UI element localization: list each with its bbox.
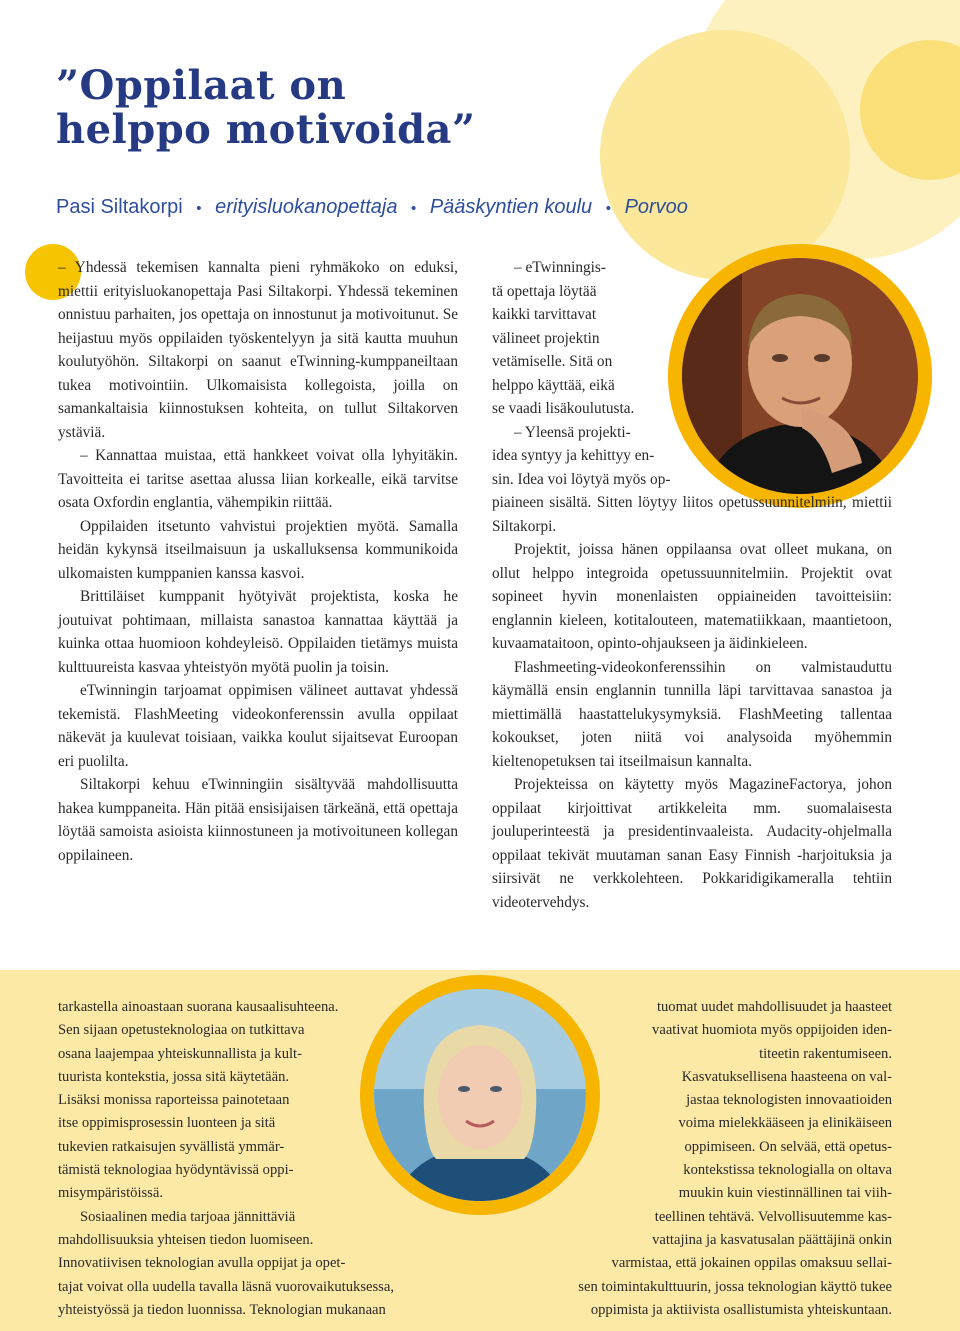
byline: [56, 196, 688, 219]
author-city: Porvoo: [624, 196, 688, 218]
text-line: misympäristöissä.: [58, 1185, 163, 1202]
paragraph: Brittiläiset kumppanit hyötyivät projektista, koska he joutuivat pohtimaan, millaista sanastoa kannattaa käyttää ja kuinka ottaa huomioon kohdeyleisö. Oppilaiden tietämys muista kulttuureista kasvaa yhteistyön myötä puolin ja toisin.: [58, 588, 458, 676]
title-line-1: ”Oppilaat on: [56, 62, 347, 109]
text-line: yhteistyössä ja tiedon luonnissa. Teknologian mukanaan: [58, 1301, 386, 1318]
text-line: sen toimintakulttuurin, jossa teknologian käyttö tukee: [578, 1278, 892, 1295]
text-line: tämistä teknologiaa hyödyntävissä oppi-: [58, 1162, 294, 1179]
text-line: idea syntyy ja kehittyy en-: [492, 447, 655, 464]
text-line: välineet projektin: [492, 329, 600, 347]
text-line: kontekstissa teknologialla on oltava: [683, 1162, 892, 1179]
text-line: vaativat huomiota myös oppijoiden iden-: [652, 1022, 892, 1039]
text-line: muukin kuin viestinnällinen tai viih-: [678, 1185, 892, 1202]
text-line: tä opettaja löytää: [492, 282, 597, 300]
title-line-2: helppo motivoida”: [56, 106, 476, 153]
separator-dot: •: [605, 200, 611, 217]
paragraph: Projekteissa on käytetty myös MagazineFactorya, johon oppilaat kirjoittivat artikkeleita mm. suomalaisesta jouluperinteestä ja presidentinvaaleista. Audacity-ohjelmalla oppilaat tekivät muutaman sanan Easy Finnish -harjoituksia ja siirsivät ne verkkolehteen. Pokkaridigikameralla tehtiin videotervehdys.: [492, 776, 892, 911]
portrait-man-image: [682, 258, 918, 494]
text-line: vetämiselle. Sitä on: [492, 353, 613, 370]
paragraph: Siltakorpi kehuu eTwinningiin sisältyvää mahdollisuutta hakea kumppaneita. Hän pitää ensisijaisen tärkeänä, että opettaja löytää samoista asioista kiinnostuneen ja motivoituneen kollegan oppilaineen.: [58, 776, 458, 864]
text-line: Sen sijaan opetusteknologiaa on tutkittava: [58, 1022, 305, 1039]
decorative-circle-mid: [600, 30, 850, 280]
text-line: varmistaa, että jokainen oppilas omaksuu sellai-: [611, 1255, 892, 1272]
text-line: tarkastella ainoastaan suorana kausaalisuhteena.: [58, 999, 339, 1015]
text-line: teellinen tehtävä. Velvollisuutemme kas-: [654, 1208, 892, 1225]
author-name: Pasi Siltakorpi: [56, 196, 183, 218]
text-line: Kasvatuksellisena haasteena on val-: [681, 1068, 892, 1085]
paragraph: Projektit, joissa hänen oppilaansa ovat olleet mukana, on ollut helppo integroida opetussuunnitelmiin. Projektit ovat sopineet hyvin monenlaisten oppiaineiden tavoitteisiin: englannin kieleen, kotitalouteen, matematiikkaan, maantietoon, kuvaamataitoon, opinto-ohjaukseen ja äidinkieleen.: [492, 541, 892, 652]
text-line: vattajina ja kasvatusalan päättäjinä onkin: [652, 1231, 892, 1248]
author-school: Pääskyntien koulu: [429, 196, 593, 218]
text-line: tajat voivat olla uudella tavalla läsnä vuorovaikutuksessa,: [58, 1278, 394, 1295]
text-line: se vaadi lisäkoulutusta.: [492, 400, 635, 417]
separator-dot: •: [411, 200, 417, 217]
text-line: tuurista kontekstia, jossa sitä käytetään.: [58, 1068, 290, 1085]
portrait-man-photo: [668, 244, 932, 508]
text-line: oppimiseen. On selvää, että opetus-: [684, 1138, 892, 1155]
text-line: – eTwinningis-: [514, 259, 606, 276]
text-line: osana laajempaa yhteiskunnallista ja kult-: [58, 1045, 302, 1062]
text-line: mahdollisuuksia yhteisen tiedon luomiseen.: [58, 1231, 314, 1248]
paragraph: – Yhdessä tekemisen kannalta pieni ryhmäkoko on eduksi, miettii erityisluokanopettaja Pasi Siltakorpi. Yhdessä tekeminen onnistuu parhaiten, jos opettaja on innostunut ja motivoitunut. Se heijastuu myös oppilaiden työskentelyyn ja sitä kautta muuhun koulutyöhön. Siltakorpi on saanut eTwinning-kumppaneiltaan tukea motivointiin. Ulkomaisista kollegoista, joilla on samankaltaisia kiinnostuksen kohteita, on tullut Siltakorven ystäviä.: [58, 259, 458, 441]
text-line: tukevien ratkaisujen syvällistä ymmär-: [58, 1138, 285, 1155]
text-line: kaikki tarvittavat: [492, 306, 597, 323]
article-title: [56, 64, 475, 152]
text-line: oppimista ja aktiivista osallistumista yhteiskuntaan.: [590, 1301, 892, 1318]
paragraph: piaineen sisältä. Sitten löytyy liitos opetussuunnitelmiin, miettii Siltakorpi.: [492, 494, 892, 535]
paragraph: eTwinningin tarjoamat oppimisen välineet auttavat yhdessä tekemistä. FlashMeeting videokonferenssin avulla oppilaat näkevät ja kuulevat toisiaan, vaikka koulut sijaitsevat Euroopan eri puolilta.: [58, 682, 458, 770]
text-line: Lisäksi monissa raporteissa painotetaan: [58, 1092, 290, 1109]
text-line: Sosiaalinen media tarjoaa jännittäviä: [80, 1208, 296, 1225]
text-line: jastaa teknologisten innovaatioiden: [686, 1092, 892, 1109]
right-column: [492, 491, 892, 914]
text-line: Innovatiivisen teknologian avulla oppijat ja opet-: [58, 1255, 346, 1272]
text-line: titeetin rakentumiseen.: [759, 1045, 892, 1062]
text-line: itse oppimisprosessin luonteen ja sitä: [58, 1115, 276, 1132]
separator-dot: •: [196, 200, 202, 217]
text-line: voima mielekkääseen ja elinikäiseen: [678, 1115, 892, 1132]
right-column-wrap: [492, 256, 702, 491]
author-role: erityisluokanopettaja: [215, 196, 398, 218]
text-line: sin. Idea voi löytyä myös op-: [492, 470, 671, 488]
text-line: helppo käyttää, eikä: [492, 376, 615, 394]
band-right-column: [490, 996, 892, 1322]
paragraph: Oppilaiden itsetunto vahvistui projektien myötä. Samalla heidän kykynsä itseilmaisuun ja uskalluksensa kommunikoida ulkomaisten kumppanien kanssa kasvoi.: [58, 517, 458, 582]
left-column: [58, 256, 458, 867]
text-line: – Yleensä projekti-: [514, 423, 631, 441]
paragraph: Flashmeeting-videokonferenssihin on valmistauduttu käymällä ensin englannin tunnilla läpi tarvittavaa sanastoa ja miettimällä haastattelukysymyksiä. FlashMeeting tallentaa kokoukset, joten niitä voi analysoida myöhemmin kieltenopetuksen tai itseilmaisun kannalta.: [492, 658, 892, 770]
paragraph: – Kannattaa muistaa, että hankkeet voivat olla lyhyitäkin. Tavoitteita ei taritse asettaa alussa liian korkealle, eikä tarvitse osata Oxfordin englantia, vähempikin riittää.: [58, 447, 458, 511]
text-line: tuomat uudet mahdollisuudet ja haasteet: [656, 999, 892, 1015]
